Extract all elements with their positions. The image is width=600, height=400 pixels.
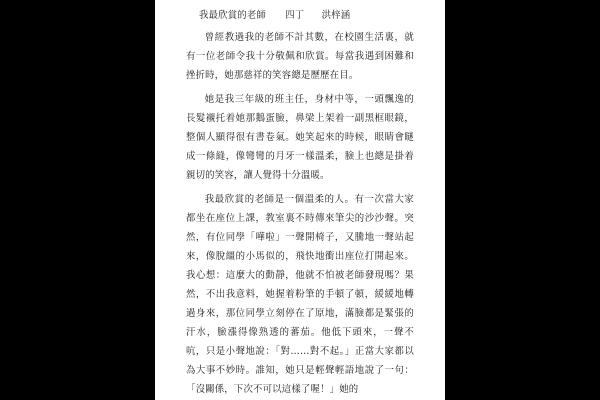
essay-title: 我最欣賞的老師 <box>199 10 267 21</box>
document-page <box>155 0 445 400</box>
author-name: 洪梓涵 <box>321 10 351 21</box>
document-content <box>186 6 414 400</box>
paragraph-3: 我最欣賞的老師是一個溫柔的人。有一次當大家都坐在座位上課，教室裏不時傳來筆尖的沙沙聲。突然，有位同學「嘩啦」一聲開椅子，又騰地一聲站起來，像脫繮的小馬似的，飛快地衝出座位打開起來。我心想：這麼大的動靜，他就不怕被老師發現嗎？果然，不出我意料，她握着粉筆的手頓了頓，緩緩地轉過身來，那位同學立刻停在了原地，滿臉都是緊張的汗水，臉漲得像熟透的蕃茄。他低下頭來，一聲不吭，只是小聲地說：「對……對不起。」正當大家都以為大事不妙時。誰知，她只是輕聲輕語地說了一句：「沒關係，下次不可以這樣了喔！」她的 <box>186 194 414 395</box>
essay-heading <box>186 6 414 25</box>
paragraph-2: 她是我三年級的班主任，身材中等，一頭飄逸的長髮襯托着她那鵝蛋臉，鼻梁上架着一副黑框眼鏡，整個人顯得很有書卷氣。她笑起來的時候，眼睛會瞇成一條縫，像彎彎的月牙一樣溫柔，臉上也總是掛着親切的笑容，讓人覺得十分溫暖。 <box>186 94 414 181</box>
paragraph-1: 曾經教過我的老師不計其數，在校園生活裏，就有一位老師令我十分敬佩和欣賞。每當我遇到困難和挫折時，她那慈祥的笑容總是歷歷在目。 <box>186 32 414 81</box>
class-name: 四丁 <box>285 10 305 21</box>
